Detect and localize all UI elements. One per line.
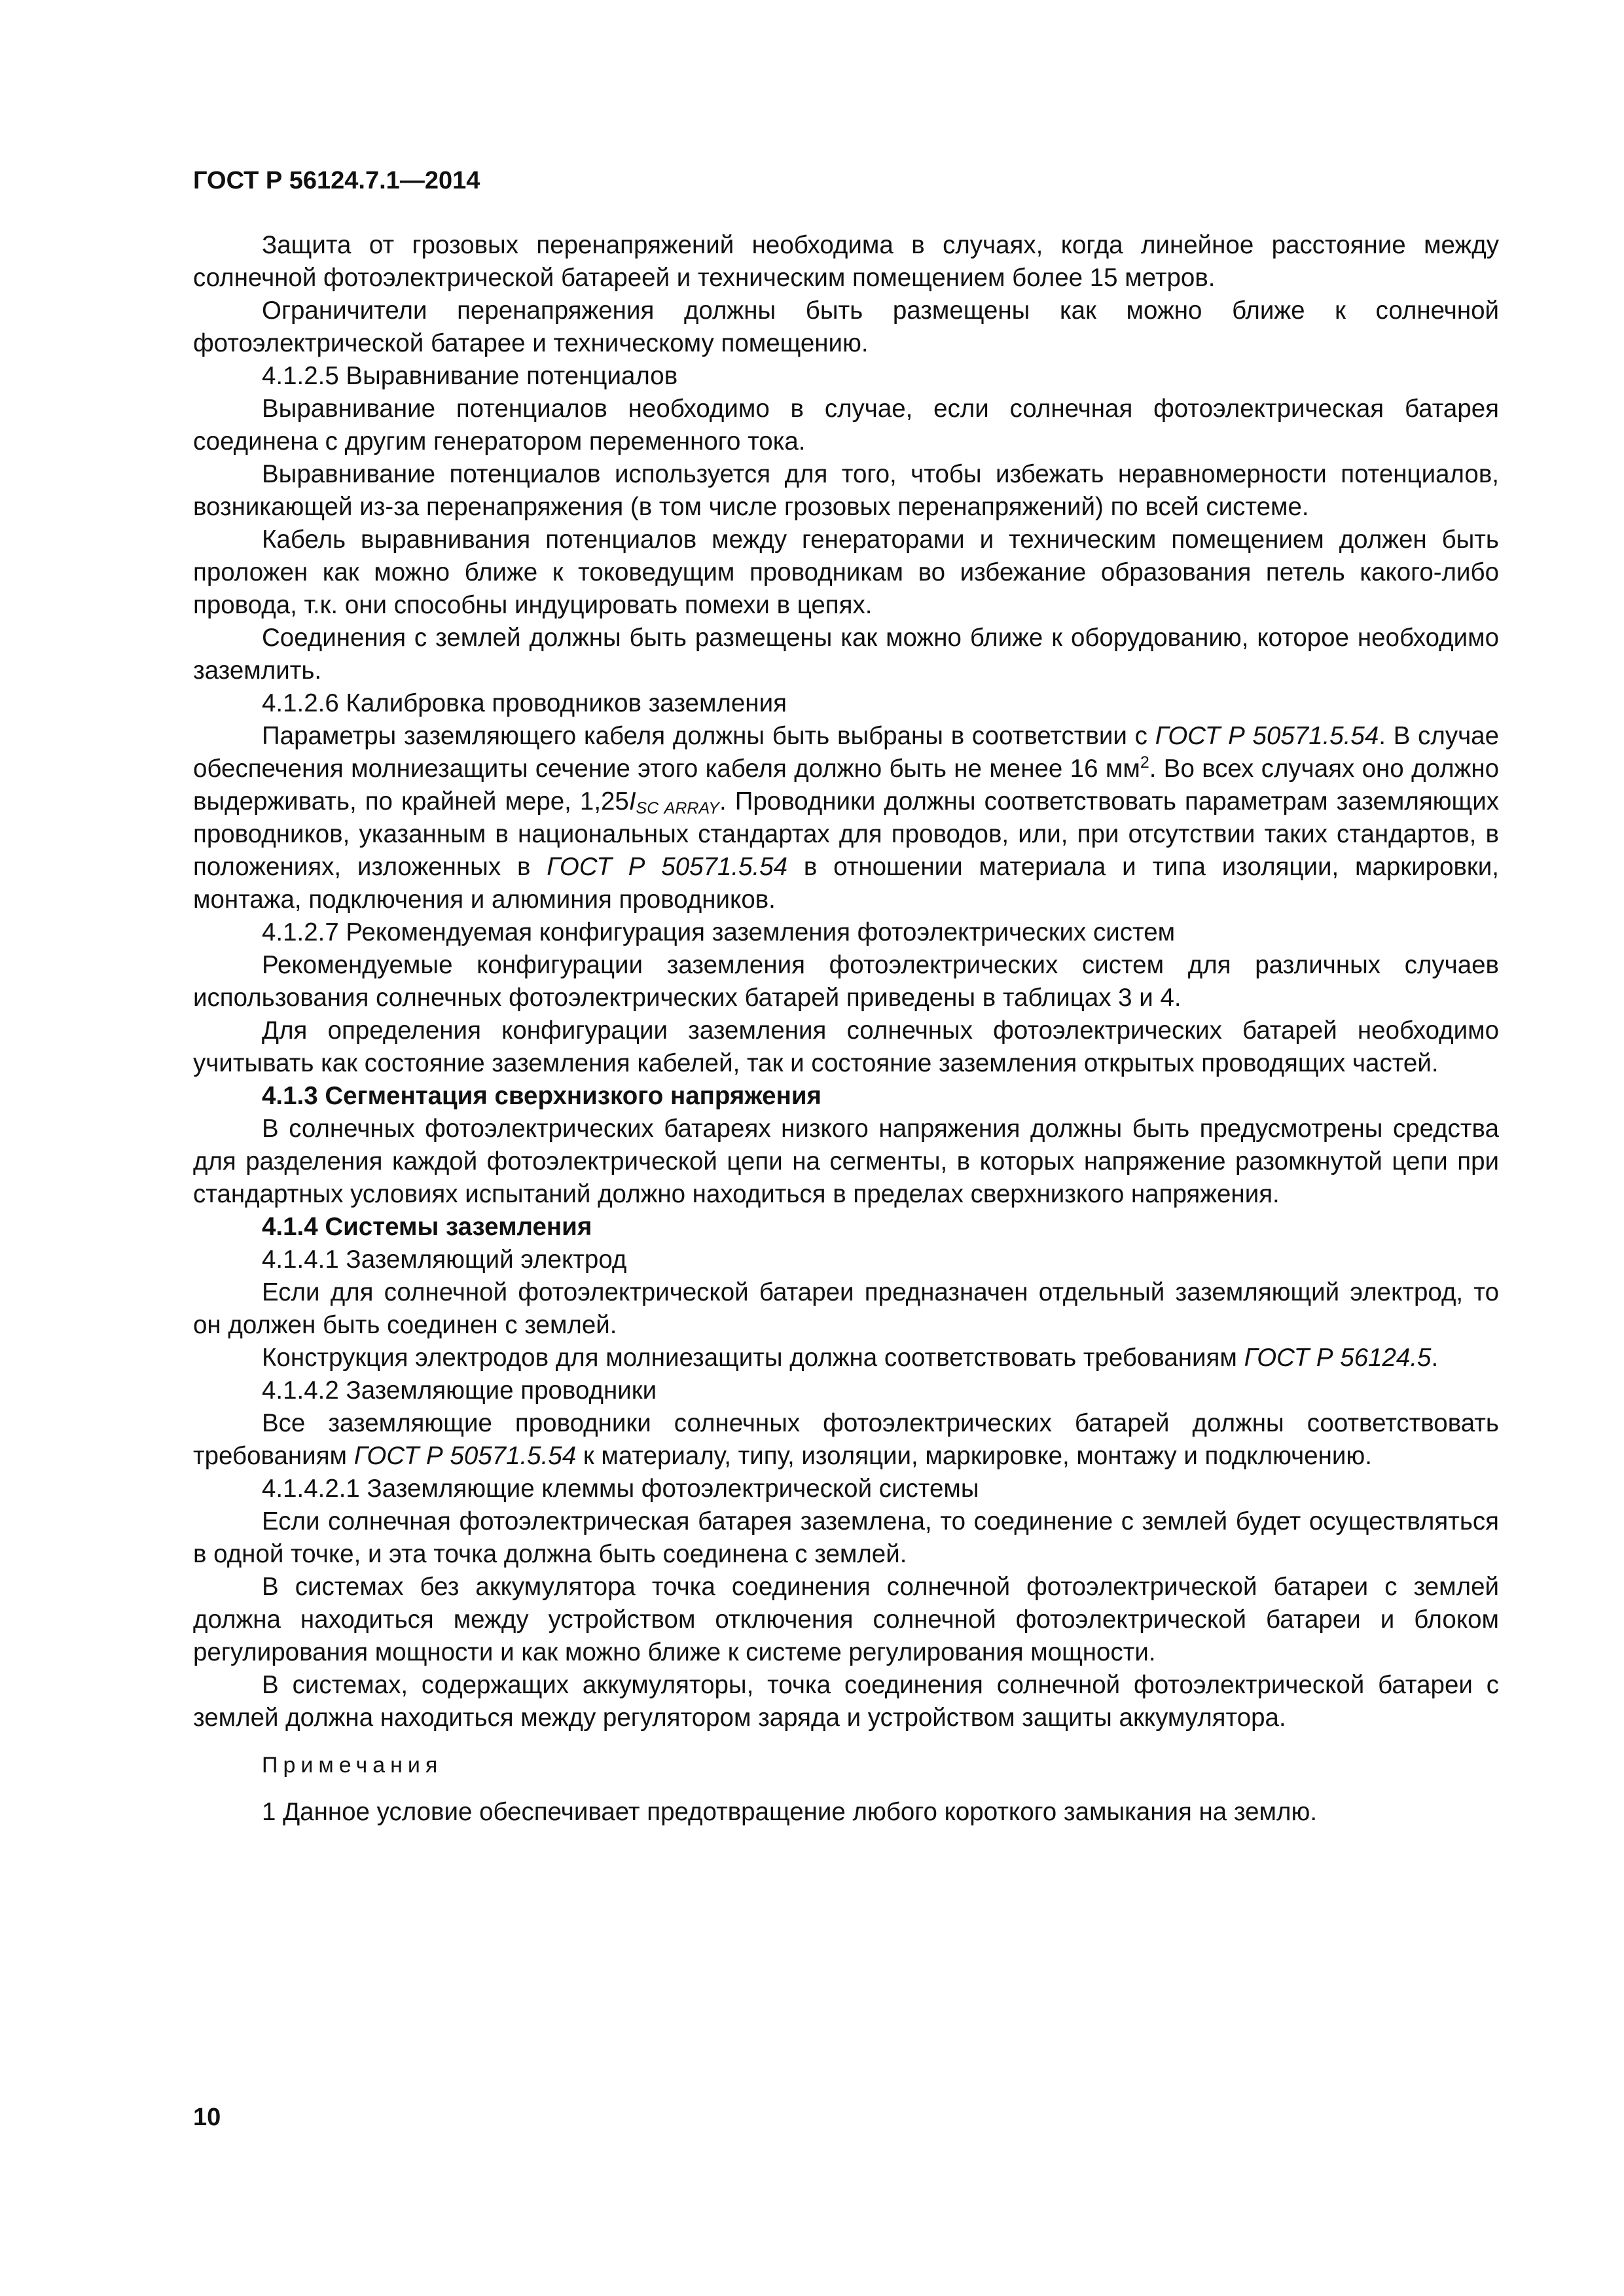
paragraph (193, 1407, 1499, 1473)
standard-reference: ГОСТ Р 50571.5.54 (547, 853, 787, 881)
paragraph: Выравнивание потенциалов необходимо в случае, если солнечная фотоэлектрическая батарея соединена с другим генератором переменного тока. (193, 395, 1499, 456)
paragraph: В системах без аккумулятора точка соединения солнечной фотоэлектрической батареи с землей должна находиться между устройством отключения солнечной фотоэлектрической батареи и блоком регулирования мощности и как можно ближе к системе регулирования мощности. (193, 1573, 1499, 1666)
text-run: к материалу, типу, изоляции, маркировке, монтажу и подключению. (576, 1442, 1372, 1470)
section-heading: 4.1.2.5 Выравнивание потенциалов (262, 362, 678, 390)
section-heading: 4.1.4 Системы заземления (262, 1213, 592, 1241)
paragraph (193, 720, 1499, 916)
paragraph: Кабель выравнивания потенциалов между генераторами и техническим помещением должен быть проложен как можно ближе к токоведущим проводникам во избежание образования петель какого-либо провода, т.к. они способны индуцировать помехи в цепях. (193, 526, 1499, 619)
subscript (636, 799, 719, 817)
paragraph: В системах, содержащих аккумуляторы, точка соединения солнечной фотоэлектрической батареи с землей должна находиться между регулятором заряда и устройством защиты аккумулятора. (193, 1671, 1499, 1732)
text-run: . В случае обеспечения молниезащиты сечение этого кабеля должно быть не менее 16 мм (193, 722, 1500, 783)
current-symbol: I (628, 787, 636, 816)
text-run: . Проводники должны соответствовать параметрам заземляющих проводников, указанным в национальных стандартах для проводов, или, при отсутствии таких стандартов, в положениях, изложенных в (193, 787, 1499, 881)
paragraph: Выравнивание потенциалов используется для того, чтобы избежать неравномерности потенциалов, возникающей из-за перенапряжения (в том числе грозовых перенапряжений) по всей системе. (193, 460, 1499, 521)
section-heading: 4.1.4.2 Заземляющие проводники (262, 1376, 657, 1405)
document-body (193, 229, 1499, 1829)
paragraph: Рекомендуемые конфигурации заземления фотоэлектрических систем для различных случаев использования солнечных фотоэлектрических батарей приведены в таблицах 3 и 4. (193, 951, 1499, 1012)
standard-reference: ГОСТ Р 50571.5.54 (353, 1442, 577, 1470)
paragraph (193, 1342, 1499, 1374)
standard-reference: ГОСТ Р 56124.5 (1244, 1344, 1432, 1372)
paragraph: Если солнечная фотоэлектрическая батарея заземлена, то соединение с землей будет осуществляться в одной точке, и эта точка должна быть соединена с землей. (193, 1507, 1499, 1568)
notes-title: Примечания (262, 1753, 443, 1778)
paragraph: Защита от грозовых перенапряжений необходима в случаях, когда линейное расстояние между солнечной фотоэлектрической батареей и техническим помещением более 15 метров. (193, 231, 1499, 292)
text-run: . (1431, 1344, 1439, 1372)
standard-reference: ГОСТ Р 50571.5.54 (1155, 722, 1379, 750)
text-run: Конструкция электродов для молниезащиты должна соответствовать требованиям (262, 1344, 1244, 1372)
paragraph: Если для солнечной фотоэлектрической батареи предназначен отдельный заземляющий электрод, то он должен быть соединен с землей. (193, 1278, 1499, 1339)
text-run: . Во всех случаях оно должно выдерживать, по крайней мере, 1,25 (193, 755, 1499, 816)
section-heading: 4.1.4.2.1 Заземляющие клеммы фотоэлектрической системы (262, 1475, 979, 1503)
superscript: 2 (1140, 753, 1149, 772)
section-heading: 4.1.4.1 Заземляющий электрод (262, 1246, 627, 1274)
document-header: ГОСТ Р 56124.7.1—2014 (193, 167, 480, 194)
section-heading: 4.1.2.7 Рекомендуемая конфигурация заземления фотоэлектрических систем (262, 918, 1176, 946)
section-heading: 4.1.2.6 Калибровка проводников заземления (262, 689, 787, 717)
subscript-text: SC ARRAY (636, 799, 719, 817)
text-run: Параметры заземляющего кабеля должны быть выбраны в соответствии с (262, 722, 1155, 750)
section-heading: 4.1.3 Сегментация сверхнизкого напряжения (262, 1082, 821, 1110)
paragraph: Ограничители перенапряжения должны быть размещены как можно ближе к солнечной фотоэлектрической батарее и техническому помещению. (193, 296, 1499, 357)
note-item: 1 Данное условие обеспечивает предотвращение любого короткого замыкания на землю. (262, 1798, 1318, 1826)
page-number: 10 (193, 2104, 221, 2131)
paragraph: Для определения конфигурации заземления солнечных фотоэлектрических батарей необходимо учитывать как состояние заземления кабелей, так и состояние заземления открытых проводящих частей. (193, 1016, 1499, 1077)
paragraph: Соединения с землей должны быть размещены как можно ближе к оборудованию, которое необходимо заземлить. (193, 624, 1499, 685)
text-run: в отношении материала и типа изоляции, маркировки, монтажа, подключения и алюминия проводников. (193, 853, 1499, 914)
text-run: Все заземляющие проводники солнечных фотоэлектрических батарей должны соответствовать требованиям (193, 1409, 1499, 1470)
paragraph: В солнечных фотоэлектрических батареях низкого напряжения должны быть предусмотрены средства для разделения каждой фотоэлектрической цепи на сегменты, в которых напряжение разомкнутой цепи при стандартных условиях испытаний должно находиться в пределах сверхнизкого напряжения. (193, 1115, 1499, 1208)
